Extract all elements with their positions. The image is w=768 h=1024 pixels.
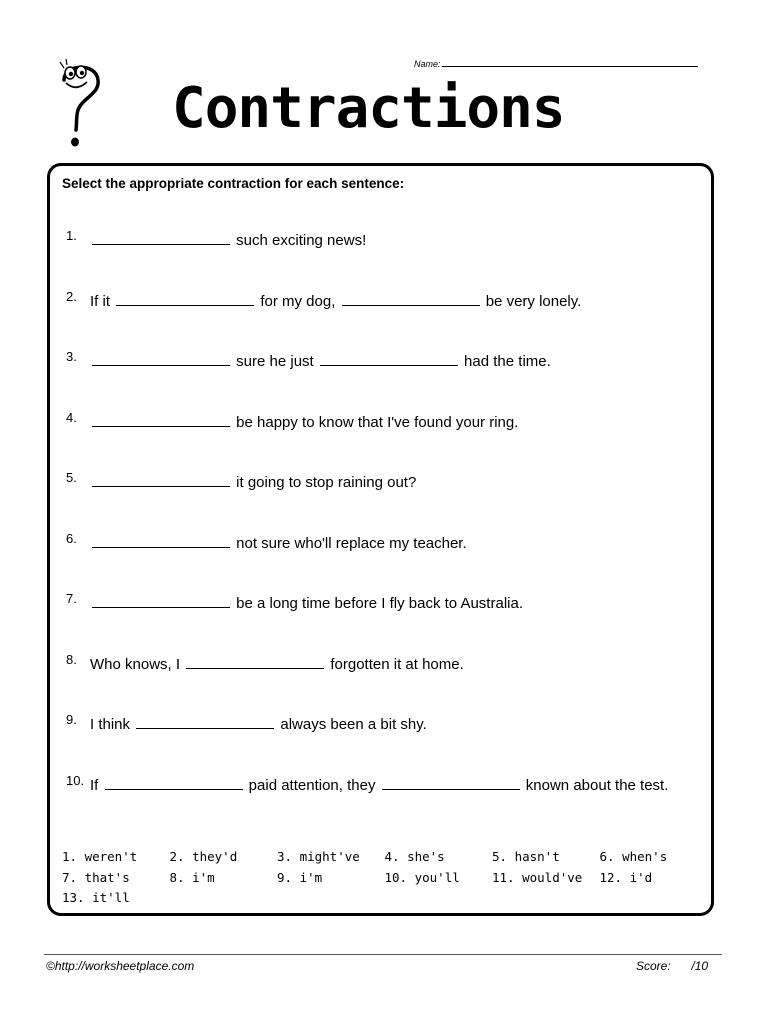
question-number: 3.	[66, 349, 77, 364]
question-row	[50, 773, 710, 797]
question-text	[90, 777, 668, 794]
word-bank-item: 11. would've	[492, 869, 583, 885]
question-text	[90, 293, 581, 310]
question-fragment: be very lonely.	[481, 292, 582, 310]
question-mark-mascot-icon	[44, 58, 108, 150]
question-fragment: always been a bit shy.	[276, 716, 427, 733]
name-field	[414, 58, 698, 69]
question-number: 5.	[66, 470, 77, 485]
question-text	[90, 232, 366, 249]
question-number: 1.	[66, 228, 77, 243]
question-fragment: be happy to know that I've found your ring.	[232, 413, 519, 431]
question-fragment: If it	[90, 292, 115, 310]
word-bank-item: 13. it'll	[62, 890, 130, 905]
answer-blank[interactable]	[186, 656, 324, 669]
question-number: 4.	[66, 409, 77, 425]
word-bank-item: 5. hasn't	[492, 849, 560, 864]
question-text	[90, 595, 523, 612]
question-text	[90, 716, 427, 733]
question-fragment: for my dog,	[256, 292, 340, 310]
word-bank-item: 10. you'll	[384, 869, 460, 885]
exercise-box	[47, 163, 714, 916]
answer-blank[interactable]	[105, 777, 243, 790]
question-row	[50, 228, 710, 252]
question-fragment: such exciting news!	[232, 232, 367, 249]
question-text	[90, 353, 551, 370]
question-fragment: If	[90, 776, 103, 794]
answer-blank[interactable]	[92, 595, 230, 608]
instructions: Select the appropriate contraction for each sentence:	[62, 176, 405, 191]
question-fragment: had the time.	[459, 353, 551, 370]
score-total: /10	[691, 959, 709, 973]
question-number: 10.	[66, 772, 85, 788]
question-text	[90, 474, 416, 491]
answer-blank[interactable]	[136, 716, 274, 729]
answer-blank[interactable]	[92, 535, 230, 548]
question-number: 7.	[66, 591, 77, 606]
question-text	[90, 414, 518, 431]
word-bank-item: 9. i'm	[277, 869, 323, 885]
word-bank-item: 2. they'd	[169, 849, 238, 864]
score-label: Score:	[636, 959, 671, 973]
question-row	[50, 531, 710, 555]
question-row	[50, 591, 710, 615]
question-fragment: I think	[90, 716, 135, 733]
question-text	[90, 535, 467, 552]
word-bank-item: 3. might've	[277, 849, 360, 864]
answer-blank[interactable]	[342, 293, 480, 306]
answer-blank[interactable]	[92, 232, 230, 245]
word-bank-item: 6. when's	[599, 849, 668, 864]
name-line	[442, 58, 698, 67]
question-row	[50, 652, 710, 676]
question-number: 9.	[66, 712, 77, 727]
question-fragment: not sure who'll replace my teacher.	[232, 534, 467, 552]
question-row	[50, 712, 710, 736]
question-fragment: paid attention, they	[244, 776, 380, 794]
question-text	[90, 656, 464, 673]
word-bank-item: 1. weren't	[62, 849, 138, 864]
answer-blank[interactable]	[92, 414, 230, 427]
question-row	[50, 470, 710, 494]
question-fragment: sure he just	[232, 353, 318, 370]
word-bank-item: 8. i'm	[169, 869, 215, 885]
answer-blank[interactable]	[92, 474, 230, 487]
answer-blank[interactable]	[320, 353, 458, 366]
question-fragment: forgotten it at home.	[326, 655, 464, 673]
word-bank-item: 7. that's	[62, 869, 130, 885]
word-bank-item: 12. i'd	[599, 869, 653, 885]
name-label: Name:	[414, 59, 441, 69]
score-field	[636, 959, 708, 973]
question-number: 8.	[66, 651, 77, 667]
question-row	[50, 349, 710, 373]
answer-blank[interactable]	[92, 353, 230, 366]
page-title: Contractions	[172, 76, 565, 141]
question-fragment: known about the test.	[521, 776, 669, 794]
answer-blank[interactable]	[116, 293, 254, 306]
question-number: 2.	[66, 288, 77, 304]
question-row	[50, 410, 710, 434]
question-number: 6.	[66, 530, 77, 546]
question-fragment: it going to stop raining out?	[232, 474, 417, 491]
question-row	[50, 289, 710, 313]
word-bank-item: 4. she's	[384, 849, 445, 864]
question-fragment: Who knows, I	[90, 655, 185, 673]
answer-blank[interactable]	[382, 777, 520, 790]
footer-divider	[44, 954, 722, 955]
question-fragment: be a long time before I fly back to Australia.	[232, 595, 523, 612]
copyright-text: ©http://worksheetplace.com	[46, 959, 195, 973]
